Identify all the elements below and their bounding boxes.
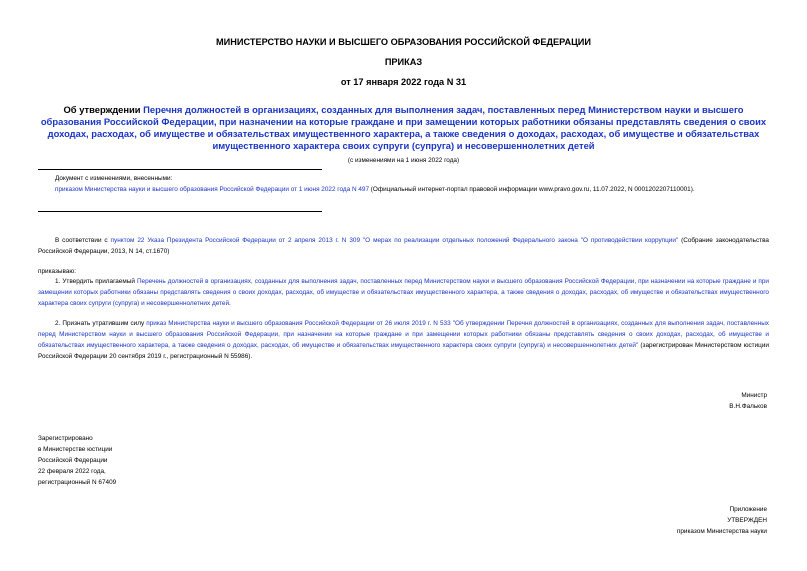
- registration-line-2: в Министерстве юстиции: [38, 446, 113, 453]
- document-title: [38, 104, 769, 152]
- item-1-paragraph: [38, 276, 769, 309]
- title-prefix: Об утверждении: [63, 104, 144, 115]
- title-link[interactable]: Перечня должностей в организациях, созданных для выполнения задач, поставленных перед Министерством науки и высшего образования Российской Федерации, при назначении на которые граждане и при замещении которых работники обязаны представлять сведения о своих доходах, расходах, об имуществе и обязательствах имущественного характера, а также сведения о доходах, расходах, об имуществе и обязательствах имущественного характера своих супруги (супруга) и несовершеннолетних детей: [40, 104, 767, 151]
- changes-text: [55, 184, 769, 195]
- appendix-line-1: Приложение: [729, 506, 767, 513]
- signature-name: В.Н.Фальков: [729, 403, 767, 410]
- changes-intro: Документ с изменениями, внесенными:: [55, 175, 173, 182]
- document-type: ПРИКАЗ: [384, 57, 423, 67]
- changes-link[interactable]: приказом Министерства науки и высшего образования Российской Федерации от 1 июня 2022 года N 497: [55, 186, 370, 193]
- changes-suffix: (Официальный интернет-портал правовой информации www.pravo.gov.ru, 11.07.2022, N 0001202207110001).: [369, 186, 695, 193]
- preamble-link[interactable]: пунктом 22 Указа Президента Российской Федерации от 2 апреля 2013 г. N 309 "О мерах по реализации отдельных положений Федерального закона "О противодействии коррупции": [110, 237, 679, 244]
- preamble-paragraph: [38, 235, 769, 257]
- order-word: приказываю:: [38, 268, 76, 275]
- registration-line-1: Зарегистрировано: [38, 435, 93, 442]
- document-date-number: от 17 января 2022 года N 31: [340, 77, 467, 87]
- item-2-text-2: (зарегистрирован Министерством юстиции Российской Федерации 20 сентября 2019 г., регистрационный N 55986).: [38, 342, 769, 360]
- appendix-line-3: приказом Министерства науки: [676, 528, 767, 535]
- registration-line-3: Российской Федерации: [38, 457, 108, 464]
- item-2-link[interactable]: приказ Министерства науки и высшего образования Российской Федерации от 26 июля 2019 г. N 533 "Об утверждении Перечня должностей в организациях, созданных для выполнения задач, поставленных перед Министерством науки и высшего образования Российской Федерации, при назначении на которые граждане и при замещении которых работники обязаны представлять сведения о своих доходах, расходах, об имуществе и обязательствах имущественного характера, а также сведения о доходах, расходах, об имуществе и обязательствах имущественного характера своих супруги (супруга) и несовершеннолетних детей": [38, 320, 769, 349]
- ministry-heading: МИНИСТЕРСТВО НАУКИ И ВЫСШЕГО ОБРАЗОВАНИЯ РОССИЙСКОЙ ФЕДЕРАЦИИ: [215, 37, 591, 47]
- item-1-link[interactable]: Перечень должностей в организациях, созданных для выполнения задач, поставленных перед Министерством науки и высшего образования Российской Федерации, при назначении на которые граждане и при замещении которых работники обязаны представлять сведения о своих доходах, расходах, об имуществе и обязательствах имущественного характера, а также сведения о доходах, расходах, об имуществе и обязательствах имущественного характера своих супруги (супруга) и несовершеннолетних детей: [38, 278, 769, 307]
- changes-bottom-rule: [38, 211, 322, 212]
- item-2-paragraph: [38, 318, 769, 362]
- registration-block: [38, 433, 116, 488]
- item-1-text-1: 1. Утвердить прилагаемый: [55, 278, 137, 285]
- preamble-text-1: В соответствии с: [55, 237, 111, 244]
- item-2-text-1: 2. Признать утратившим силу: [55, 320, 147, 327]
- registration-line-5: регистрационный N 67409: [38, 479, 117, 486]
- registration-line-4: 22 февраля 2022 года,: [38, 468, 106, 475]
- preamble-text-2: (Собрание законодательства Российской Федерации, 2013, N 14, ст.1670): [38, 237, 769, 255]
- changes-top-rule: [38, 169, 322, 170]
- item-1-text-2: .: [229, 300, 231, 307]
- appendix-block: [677, 504, 767, 537]
- appendix-line-2: УТВЕРЖДЕН: [727, 517, 767, 524]
- signature-position: Министр: [741, 392, 767, 399]
- revision-note: (с изменениями на 1 июня 2022 года): [347, 157, 460, 164]
